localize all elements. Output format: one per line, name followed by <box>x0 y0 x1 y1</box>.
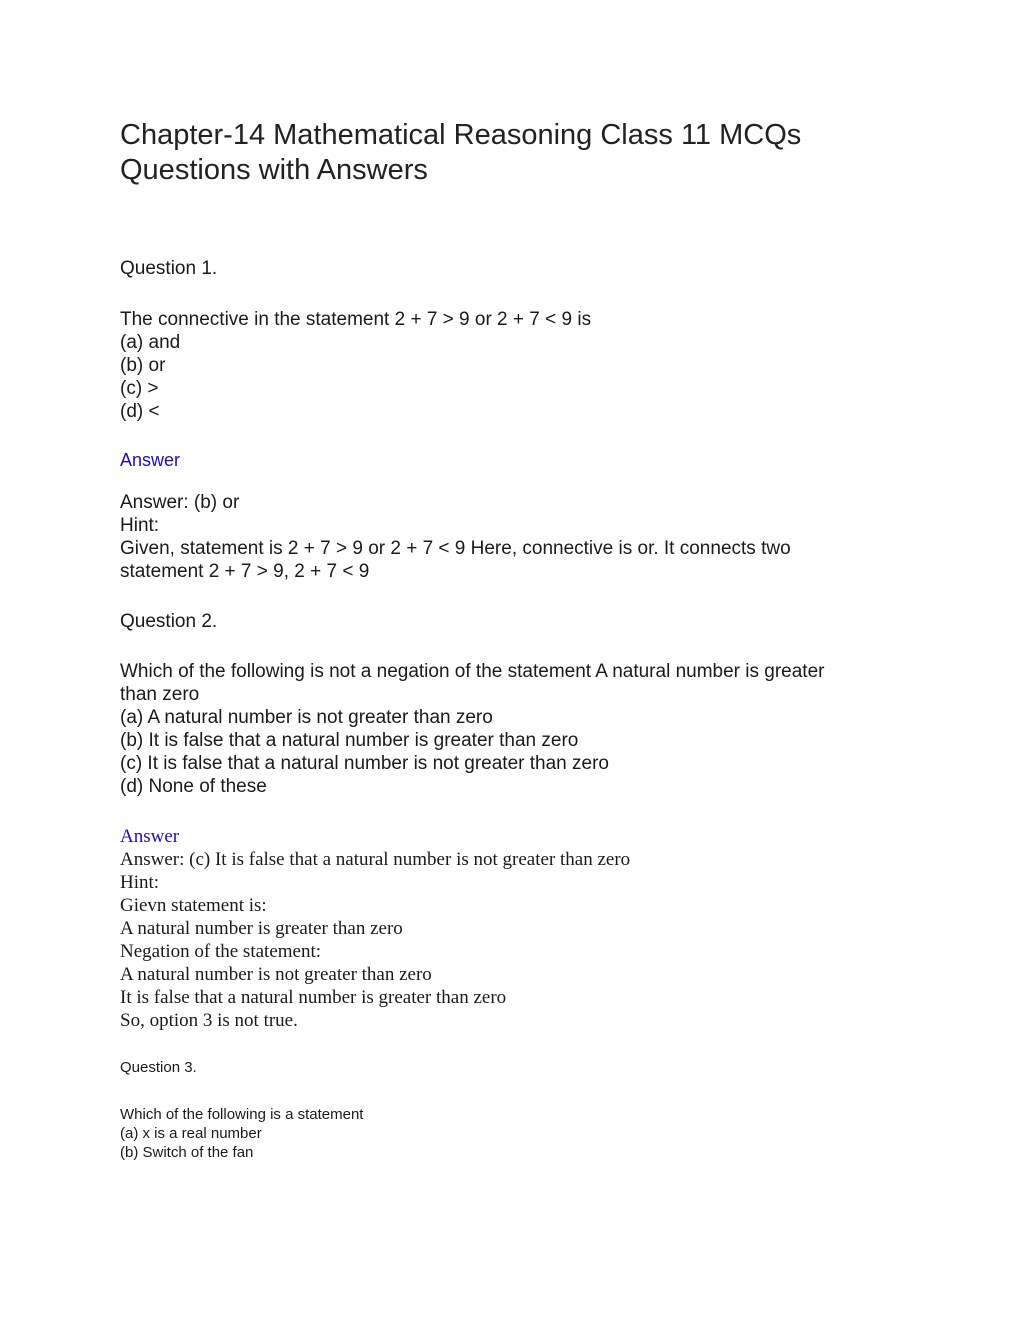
option-b: (b) Switch of the fan <box>120 1144 254 1161</box>
question-3-body <box>120 1105 900 1162</box>
answer-text: Answer: (b) or <box>120 492 240 513</box>
option-d: (d) None of these <box>120 776 267 797</box>
question-text: Which of the following is a statement <box>120 1106 364 1123</box>
hint-label: Hint: <box>120 872 160 893</box>
option-c: (c) > <box>120 378 159 399</box>
option-b: (b) or <box>120 355 166 376</box>
option-b: (b) It is false that a natural number is greater than zero <box>120 730 579 751</box>
hint-line: statement 2 + 7 > 9, 2 + 7 < 9 <box>120 561 370 582</box>
option-a: (a) A natural number is not greater than zero <box>120 707 493 728</box>
hint-line: So, option 3 is not true. <box>120 1010 298 1031</box>
hint-line: A natural number is greater than zero <box>120 918 403 939</box>
hint-line: It is false that a natural number is greater than zero <box>120 987 507 1008</box>
question-2-answer <box>120 848 900 1032</box>
question-1-answer <box>120 491 900 583</box>
title-line-2: Questions with Answers <box>120 154 428 186</box>
answer-text: Answer: (c) It is false that a natural number is not greater than zero <box>120 849 631 870</box>
option-d: (d) < <box>120 401 160 422</box>
question-1-answer-toggle[interactable] <box>120 449 900 472</box>
question-2-heading: Question 2. <box>120 611 218 632</box>
hint-line: Given, statement is 2 + 7 > 9 or 2 + 7 < 9 Here, connective is or. It connects two <box>120 538 791 559</box>
answer-link[interactable]: Answer <box>120 826 180 847</box>
option-a: (a) x is a real number <box>120 1125 262 1142</box>
question-1-heading: Question 1. <box>120 258 218 279</box>
hint-line: A natural number is not greater than zero <box>120 964 432 985</box>
question-3-heading: Question 3. <box>120 1059 197 1076</box>
question-text: than zero <box>120 684 200 705</box>
hint-line: Gievn statement is: <box>120 895 267 916</box>
hint-label: Hint: <box>120 515 160 536</box>
question-1-body <box>120 308 900 423</box>
question-2-body <box>120 660 900 798</box>
answer-link[interactable]: Answer <box>120 450 181 470</box>
page-title <box>120 118 900 188</box>
question-text: Which of the following is not a negation of the statement A natural number is greater <box>120 661 825 682</box>
option-a: (a) and <box>120 332 181 353</box>
question-2-answer-toggle[interactable] <box>120 825 900 848</box>
title-line-1: Chapter-14 Mathematical Reasoning Class 11 MCQs <box>120 119 802 151</box>
option-c: (c) It is false that a natural number is not greater than zero <box>120 753 609 774</box>
hint-line: Negation of the statement: <box>120 941 322 962</box>
question-text: The connective in the statement 2 + 7 > 9 or 2 + 7 < 9 is <box>120 309 592 330</box>
